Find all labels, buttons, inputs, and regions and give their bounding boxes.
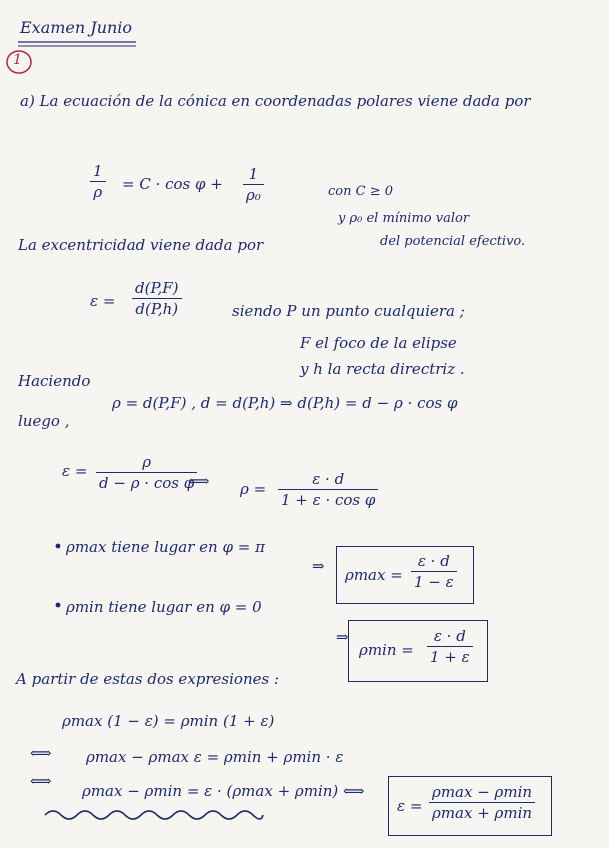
fraction-bar — [411, 571, 457, 572]
eq-line-3-prefix: ⟺ — [30, 772, 52, 790]
rho-min-box-den: 1 + ε — [430, 648, 470, 666]
rho-eq-den2: 1 + ε · cos φ — [281, 491, 376, 509]
rho-eq-num2: ε · d — [312, 470, 345, 488]
final-box-fraction — [429, 783, 535, 822]
fraction-bar — [243, 184, 264, 185]
ecc-note-3: y h la recta directriz . — [300, 360, 465, 378]
fraction-bar — [132, 298, 182, 299]
bullet-dot-1 — [56, 544, 61, 549]
rho-max-box-den: 1 − ε — [414, 573, 454, 591]
rho-max-box-lhs: ρmax = — [345, 566, 403, 584]
eq-line-3: ρmax − ρmin = ε · (ρmax + ρmin) ⟺ — [82, 782, 365, 800]
rho-min-box-lhs: ρmin = — [359, 641, 414, 659]
ecc-note-1: siendo P un punto cualquiera ; — [232, 302, 465, 320]
bullet1-text: ρmax tiene lugar en φ = π — [66, 538, 265, 556]
bullet1-arrow: ⇒ — [312, 557, 325, 575]
fraction-bar — [429, 802, 535, 803]
from-expressions: A partir de estas dos expresiones : — [16, 670, 280, 688]
rho-max-box — [336, 546, 474, 604]
final-eccentricity-box — [388, 776, 552, 836]
scribble-out — [45, 811, 263, 819]
polar-eq-middle: = C · cos φ + — [122, 175, 223, 193]
rho-eq-den1: d − ρ · cos φ — [99, 474, 195, 492]
ecc-eq-fraction — [132, 279, 182, 318]
rho-eq-mid: ρ = — [240, 480, 267, 498]
final-box-num: ρmax − ρmin — [432, 783, 533, 801]
polar-eq-lhs-den: ρ — [93, 183, 103, 201]
polar-note-2: y ρ₀ el mínimo valor — [338, 211, 470, 226]
rho-eq-num1: ρ — [142, 453, 152, 471]
fraction-bar — [90, 181, 106, 182]
then-label: luego , — [18, 412, 70, 430]
final-box-lhs: ε = — [397, 797, 423, 815]
bullet-dot-2 — [56, 603, 61, 608]
polar-eq-lhs-num: 1 — [93, 162, 103, 180]
rho-eq-lhs: ε = — [62, 462, 88, 480]
ecc-note-2: F el foco de la elipse — [300, 334, 457, 352]
rho-min-box-num: ε · d — [433, 627, 466, 645]
eq-line-2-prefix: ⟺ — [30, 744, 52, 762]
ecc-eq-num: d(P,F) — [135, 279, 179, 297]
ecc-eq-lhs: ε = — [90, 292, 116, 310]
polar-note-1: con C ≥ 0 — [328, 184, 393, 199]
rho-max-box-num: ε · d — [417, 552, 450, 570]
rho-min-box — [348, 620, 488, 682]
rho-eq-fraction-1 — [96, 453, 197, 492]
fraction-bar — [96, 472, 197, 473]
polar-eq-lhs — [90, 162, 106, 201]
page-title: Examen Junio — [20, 18, 133, 37]
bullet2-text: ρmin tiene lugar en φ = 0 — [66, 598, 262, 616]
fraction-bar — [427, 646, 473, 647]
problem-number: 1 — [13, 52, 22, 68]
rho-eq-iff: ⟺ — [188, 472, 210, 490]
rho-eq-fraction-2 — [278, 470, 378, 509]
making-eq: ρ = d(P,F) , d = d(P,h) ⇒ d(P,h) = d − ρ · cos φ — [112, 394, 458, 412]
rho-max-box-fraction — [411, 552, 457, 591]
polar-eq-rhs-num: 1 — [248, 165, 259, 183]
eq-line-2: ρmax − ρmax ε = ρmin + ρmin · ε — [86, 748, 344, 766]
bullet2-arrow: ⇒ — [336, 628, 349, 646]
eccentricity-intro: La excentricidad viene dada por — [18, 236, 264, 254]
rho-min-box-fraction — [427, 627, 473, 666]
ecc-eq-den: d(P,h) — [135, 300, 179, 318]
polar-eq-rhs-den: ρ₀ — [246, 186, 261, 204]
polar-note-3: del potencial efectivo. — [380, 234, 526, 249]
eq-line-1: ρmax (1 − ε) = ρmin (1 + ε) — [62, 712, 275, 730]
fraction-bar — [278, 489, 378, 490]
polar-eq-rhs — [243, 165, 264, 204]
making-label: Haciendo — [18, 372, 91, 390]
part-a-intro: a) La ecuación de la cónica en coordenadas polares viene dada por — [20, 92, 531, 110]
final-box-den: ρmax + ρmin — [432, 804, 533, 822]
